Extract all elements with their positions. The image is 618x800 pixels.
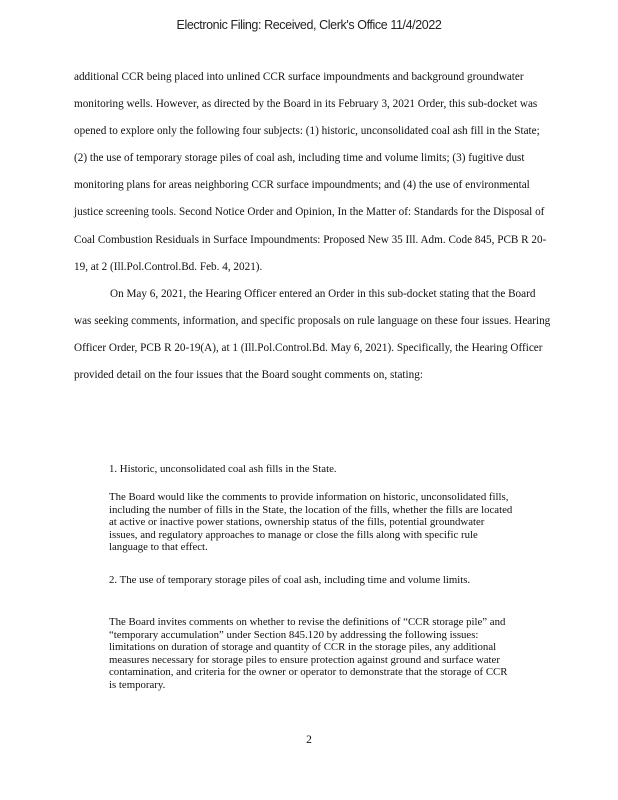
paragraph-hearing-officer: On May 6, 2021, the Hearing Officer entered an Order in this sub-docket stating that the Board was seeking comments, information, and specific proposals on rule language on these four issues. Hearing Officer Order, PCB R 20-19(A), at 1 (Ill.Pol.Control.Bd. May 6, 2021). Specifically, the Hearing Officer provided detail on the four issues that the Board sought comments on, stating: xyxy=(74,287,551,382)
quote-item2-heading: 2. The use of temporary storage piles of coal ash, including time and volume limits. xyxy=(109,574,471,586)
quote-item1-heading: 1. Historic, unconsolidated coal ash fills in the State. xyxy=(109,463,337,475)
paragraph-continued: additional CCR being placed into unlined CCR surface impoundments and background groundwater monitoring wells. However, as directed by the Board in its February 3, 2021 Order, this sub-docket was opened to explore only the following four subjects: (1) historic, unconsolidated coal ash fill in the State; (2) the use of temporary storage piles of coal ash, including time and volume limits; (3) fugitive dust monitoring plans for areas neighboring CCR surface impoundments; and (4) the use of environmental justice screening tools. Second Notice Order and Opinion, In the Matter of: Standards for the Disposal of Coal Combustion Residuals in Surface Impoundments: Proposed New 35 Ill. Adm. Code 845, PCB R 20-19, at 2 (Ill.Pol.Control.Bd. Feb. 4, 2021). xyxy=(74,71,547,273)
quote-item1-body: The Board would like the comments to provide information on historic, unconsolidated fills, including the number of fills in the State, the location of the fills, whether the fills are located at active or inactive power stations, ownership status of the fills, potential groundwater issues, and regulatory approaches to manage or close the fills along with specific rule language to that effect. xyxy=(109,491,513,554)
filing-stamp-header: Electronic Filing: Received, Clerk's Office 11/4/2022 xyxy=(176,18,442,32)
page-number: 2 xyxy=(306,734,312,746)
quote-item2-body: The Board invites comments on whether to revise the definitions of “CCR storage pile” and “temporary accumulation” under Section 845.120 by addressing the following issues: limitations on duration of storage and quantity of CCR in the storage piles, any additional measures necessary for storage piles to ensure protection against ground and surface water contamination, and criteria for the owner or operator to demonstrate that the storage of CCR is temporary. xyxy=(109,616,508,691)
main-body xyxy=(74,64,552,389)
